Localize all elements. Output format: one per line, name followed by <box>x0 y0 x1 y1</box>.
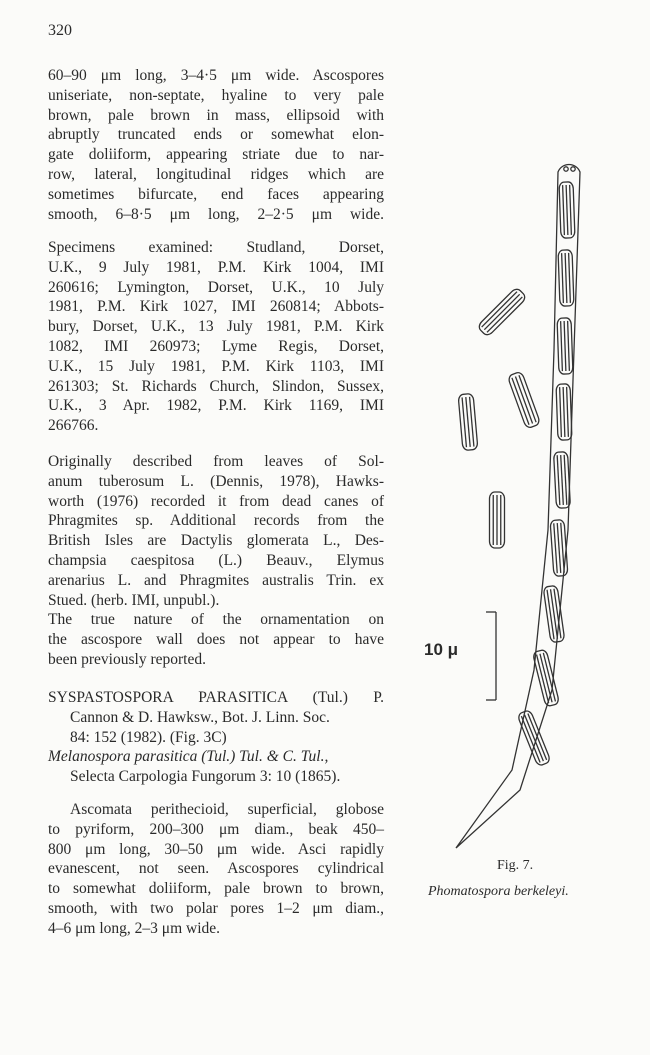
text-line: abruptly truncated ends or somewhat elon- <box>48 126 384 144</box>
text-line: 60–90 μm long, 3–4·5 μm wide. Ascospores <box>48 67 384 84</box>
text-line: British Isles are Dactylis glomerata L., Des- <box>48 532 384 550</box>
text-line: 4–6 μm long, 2–3 μm wide. <box>48 919 221 937</box>
synonym-line: Melanospora parasitica (Tul.) Tul. & C. Tul., <box>48 748 329 766</box>
text-line: The true nature of the ornamentation on <box>48 611 384 628</box>
ascospore <box>559 182 575 238</box>
text-line: evanescent, not seen. Ascospores cylindrical <box>48 860 384 878</box>
ascus-illustration <box>440 150 640 850</box>
ascospore <box>550 520 568 577</box>
ascospore <box>477 287 527 337</box>
text-line: 261303; St. Richards Church, Slindon, Sussex, <box>48 377 384 395</box>
text-line: uniseriate, non-septate, hyaline to very pale <box>48 86 384 104</box>
text-line: U.K., 15 July 1981, P.M. Kirk 1103, IMI <box>48 357 384 375</box>
ascospore <box>507 371 540 429</box>
text-line: to pyriform, 200–300 μm diam., beak 450– <box>48 820 384 838</box>
ascospore <box>517 709 551 766</box>
ascospore <box>458 393 478 450</box>
page-number: 320 <box>48 22 72 39</box>
citation-line: 84: 152 (1982). (Fig. 3C) <box>70 728 227 746</box>
citation-line: Cannon & D. Hawksw., Bot. J. Linn. Soc. <box>70 708 330 726</box>
text-line: bury, Dorset, U.K., 13 July 1981, P.M. Kirk <box>48 318 384 336</box>
text-line: worth (1976) recorded it from dead canes of <box>48 492 384 510</box>
ascospore <box>556 384 572 440</box>
synonym-citation: Selecta Carpologia Fungorum 3: 10 (1865). <box>70 768 341 786</box>
text-line: to somewhat doliiform, pale brown to brown, <box>48 880 384 898</box>
text-line: gate doliiform, appearing striate due to nar- <box>48 146 384 164</box>
text-line: 266766. <box>48 417 99 435</box>
text-line: been previously reported. <box>48 650 206 668</box>
description-paragraph <box>48 66 384 224</box>
text-line: Phragmites sp. Additional records from the <box>48 512 384 530</box>
text-line: the ascospore wall does not appear to have <box>48 630 384 648</box>
text-line: anum tuberosum L. (Dennis, 1978), Hawks- <box>48 472 384 490</box>
text-line: smooth, 6–8·5 μm long, 2–2·5 μm wide. <box>48 205 384 223</box>
species-heading: SYSPASTOSPORA PARASITICA (Tul.) P. <box>48 689 384 706</box>
ornamentation-paragraph <box>48 610 384 669</box>
text-line: Originally described from leaves of Sol- <box>48 453 384 470</box>
ascospore <box>558 250 574 306</box>
ascomata-paragraph <box>48 800 384 939</box>
text-line: brown, pale brown in mass, ellipsoid with <box>48 106 384 124</box>
text-line: U.K., 3 Apr. 1982, P.M. Kirk 1169, IMI <box>48 397 384 415</box>
specimens-paragraph <box>48 238 384 436</box>
figure-number: Fig. 7. <box>497 858 534 873</box>
text-line: sometimes bifurcate, end faces appearing <box>48 185 384 203</box>
scale-label: 10 μ <box>424 640 459 659</box>
text-line: smooth, with two polar pores 1–2 μm diam., <box>48 899 384 917</box>
text-line: Stued. (herb. IMI, unpubl.). <box>48 591 220 609</box>
text-line: Specimens examined: Studland, Dorset, <box>48 239 384 256</box>
text-line: champsia caespitosa (L.) Beauv., Elymus <box>48 551 384 569</box>
text-line: 260616; Lymington, Dorset, U.K., 10 July <box>48 278 384 296</box>
text-line: Ascomata perithecioid, superficial, globose <box>70 801 384 818</box>
figure-caption: Phomatospora berkeleyi. <box>428 884 569 899</box>
distribution-paragraph <box>48 452 384 610</box>
text-line: arenarius L. and Phragmites australis Trin. ex <box>48 571 384 589</box>
text-line: U.K., 9 July 1981, P.M. Kirk 1004, IMI <box>48 258 384 276</box>
text-line: 1082, IMI 260973; Lyme Regis, Dorset, <box>48 337 384 355</box>
ascospore <box>554 452 571 509</box>
text-line: 800 μm long, 30–50 μm wide. Asci rapidly <box>48 840 384 858</box>
text-line: row, lateral, longitudinal ridges which are <box>48 165 384 183</box>
text-line: 1981, P.M. Kirk 1027, IMI 260814; Abbots- <box>48 298 384 316</box>
ascospore <box>557 318 573 374</box>
ascospore <box>490 492 505 548</box>
species-entry <box>48 688 384 787</box>
